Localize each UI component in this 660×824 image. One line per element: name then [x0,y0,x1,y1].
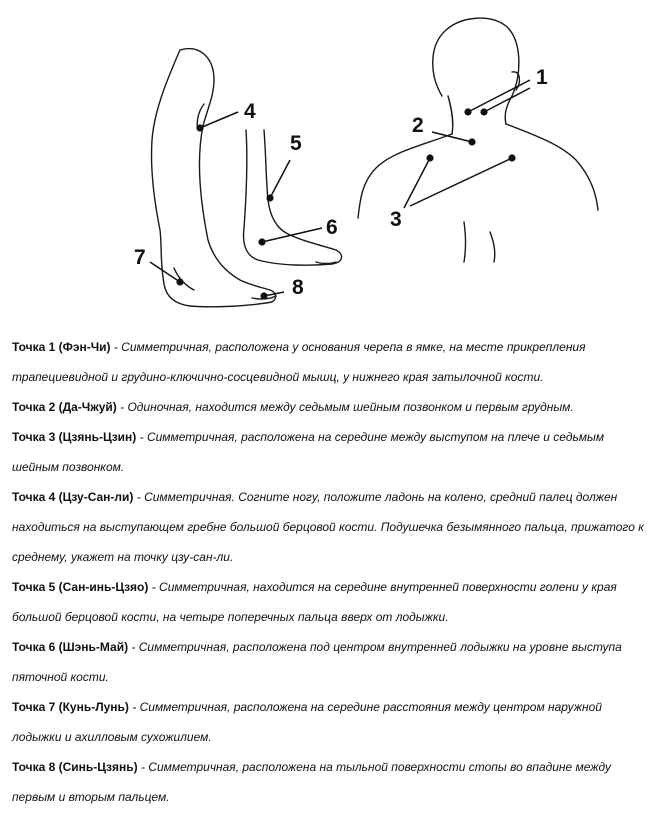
foot-toes [316,262,336,264]
neck-left [448,96,453,134]
point-paragraph [12,482,652,572]
point-dot-1b [480,108,487,115]
point-title: Точка 3 (Цзянь-Цзин) [12,430,137,444]
label-8: 8 [292,276,304,299]
point-paragraph [12,422,652,482]
point-dot-5 [266,194,273,201]
label-2: 2 [412,114,424,137]
leg-outline [151,49,275,307]
label-6: 6 [326,216,338,239]
point-dot-1a [464,108,471,115]
point-title: Точка 1 (Фэн-Чи) [12,340,111,354]
point-title: Точка 4 (Цзу-Сан-ли) [12,490,134,504]
point-description: - Симметричная, расположена под центром внутренней лодыжки на уровне выступа пяточной кости. [12,640,622,684]
illustration-svg [0,0,660,330]
label-4: 4 [244,100,256,123]
point-dot-2 [468,138,475,145]
point-paragraph [12,752,652,812]
label-3: 3 [390,208,402,231]
point-paragraph [12,332,652,392]
point-description: - Одиночная, находится между седьмым шейным позвонком и первым грудным. [116,400,574,414]
shoulders-right [506,124,598,210]
point-title: Точка 7 (Кунь-Лунь) [12,700,129,714]
point-paragraph [12,392,652,422]
pointer-6 [262,228,322,242]
acupuncture-illustration [0,0,660,330]
point-paragraph [12,632,652,692]
point-dot-3b [508,154,515,161]
label-1: 1 [536,66,548,89]
point-dot-3a [426,154,433,161]
spine-line [464,222,466,262]
point-paragraph [12,692,652,752]
pointer-3a [404,158,430,208]
point-title: Точка 6 (Шэнь-Май) [12,640,129,654]
point-title: Точка 2 (Да-Чжуй) [12,400,117,414]
point-title: Точка 5 (Сан-инь-Цзяо) [12,580,149,594]
point-dot-8 [260,292,267,299]
point-description: - Симметричная, расположена у основания черепа в ямке, на месте прикрепления трапециевидной и грудино-ключично-сосцевидной мышц, у нижнего края затылочной кости. [12,340,586,384]
shoulder-blade [490,232,495,262]
label-7: 7 [134,246,146,269]
pointer-5 [270,160,290,198]
point-title: Точка 8 (Синь-Цзянь) [12,760,138,774]
points-description [12,332,652,812]
ankle-line [174,268,194,290]
point-dot-4 [196,124,203,131]
pointer-1a [468,80,530,112]
point-dot-6 [258,238,265,245]
point-description: - Симметричная, расположена на тыльной поверхности стопы во впадине между первым и вторым пальцем. [12,760,612,804]
label-5: 5 [290,132,302,155]
point-paragraph [12,572,652,632]
point-description: - Симметричная. Согните ногу, положите ладонь на колено, средний палец должен находиться на выступающем гребне большой берцовой кости. Подушечка безымянного пальца, прижатого к среднему, укажет на точку цзу-сан-ли. [12,490,644,564]
point-description: - Симметричная, находится на середине внутренней поверхности голени у края большой берцовой кости, на четыре поперечных пальца вверх от лодыжки. [12,580,617,624]
point-description: - Симметричная, расположена на середине расстояния между центром наружной лодыжки и ахилловым сухожилием. [12,700,602,744]
point-description: - Симметричная, расположена на середине между выступом на плече и седьмым шейным позвонком. [12,430,605,474]
pointer-3b [410,158,512,206]
point-dot-7 [176,278,183,285]
